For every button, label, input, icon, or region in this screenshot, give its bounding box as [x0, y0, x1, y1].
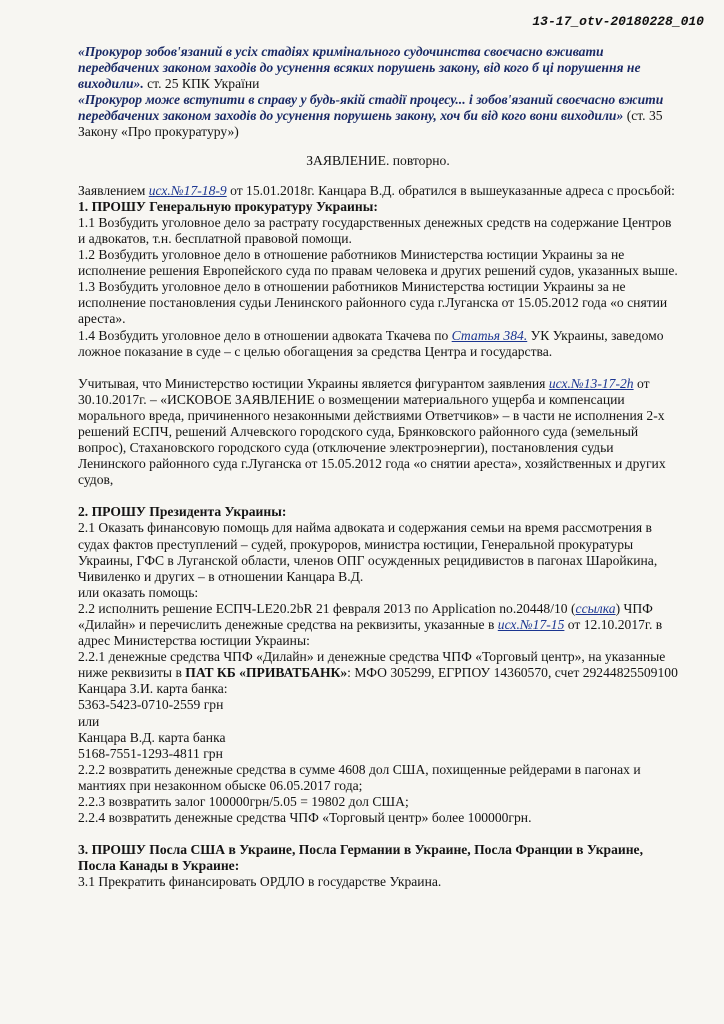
reference-link[interactable]: исх.№17-18-9 — [148, 182, 227, 198]
or-text: или — [78, 713, 100, 729]
quote-text: «Прокурор може вступити в справу у будь-якій стадії процесу... і зобов'язаний своєчасно вжити передбачених законом заходів до усунення порушень закону, хоч би від кого вони виходили» — [78, 92, 664, 124]
epigraph-quote-2 — [78, 92, 678, 140]
item-1-2: 1.2 Возбудить уголовное дело в отношение работников Министерства юстиции Украины за не исполнение решения Европейского суда по правам человека и других решений судов, указанных выше. — [78, 247, 678, 279]
item-2-2: 2.2 исполнить решение ЕСПЧ-LE20.2bR 21 февраля 2013 по Application no.20448/10 (ссылка) ЧПФ «Дилайн» и перечислить денежные средства на реквизиты, указанные в исх.№17-15 от 12.10.2017г. в адрес Министерства юстиции Украины: — [78, 600, 663, 649]
echr-link[interactable]: ссылка — [575, 600, 616, 616]
item-2-2-1: 2.2.1 денежные средства ЧПФ «Дилайн» и денежные средства ЧПФ «Торговый центр», на указанные ниже реквизиты в ПАТ КБ «ПРИВАТБАНК»: МФО 305299, ЕГРПОУ 14360570, счет 29244825509100 — [78, 649, 678, 681]
quote-text: «Прокурор зобов'язаний в усіх стадіях кримінального судочинства своєчасно вживати передбачених законом заходів до усунення всяких порушень закону, від кого б ці порушення не виходили». — [78, 44, 641, 92]
card-1-number: 5363-5423-0710-2559 грн — [78, 697, 224, 713]
quote-source: (ст. 35 Закону «Про прокуратуру») — [78, 108, 663, 140]
item-1-4: 1.4 Возбудить уголовное дело в отношении адвоката Ткачева по Статья 384. УК Украины, заведомо ложное показание в суде – с целью обогащения за средства Центра и государства. — [78, 327, 664, 359]
item-2-1: 2.1 Оказать финансовую помощь для найма адвоката и содержания семьи на время рассмотрения в судах фактов преступлений – судей, прокуроров, министра юстиции, Генеральной прокуратуры Украины, ГФС в Луганской области, членов ОПГ осужденных рецидивистов в пагонах Шаройкина, Чивиленко и других – в отношении Канцара В.Д. — [78, 520, 658, 584]
card-2-owner: Канцара В.Д. карта банка — [78, 729, 226, 745]
document-id: 13-17_otv-20180228_010 — [532, 14, 704, 29]
item-1-1: 1.1 Возбудить уголовное дело за растрату государственных денежных средств на содержание Центров и адвокатов, т.н. бесплатной правовой помощи. — [78, 214, 672, 246]
section-3-heading: 3. ПРОШУ Посла США в Украине, Посла Германии в Украине, Посла Франции в Украине, Посла Канады в Украине: — [78, 842, 643, 874]
item-3-1: 3.1 Прекратить финансировать ОРДЛО в государстве Украина. — [78, 874, 442, 890]
context-paragraph: Учитывая, что Министерство юстиции Украины является фигурантом заявления исх.№13-17-2h от 30.10.2017г. – «ИСКОВОЕ ЗАЯВЛЕНИЕ о возмещении материального ущерба и компенсации морального вреда, причиненного незаконными действиями Ответчиков» – в части не исполнения 2-х решений ЕСПЧ, решений Алчевского городского суда, Брянковского районного суда (земельный вопрос), Стахановского городского суда (отключение электроэнергии), постановления судьи Ленинского районного суда г.Луганска от 15.05.2012 года «о снятии ареста», хозяйственных и других судов, — [78, 375, 666, 488]
reference-link[interactable]: исх.№17-15 — [497, 617, 565, 632]
card-2-number: 5168-7551-1293-4811 грн — [78, 745, 223, 761]
item-2-2-4: 2.2.4 возвратить денежные средства ЧПФ «Торговый центр» более 100000грн. — [78, 810, 532, 826]
article-link[interactable]: Статья 384. — [451, 327, 528, 343]
or-help-text: или оказать помощь: — [78, 584, 199, 600]
epigraph-quote-1 — [78, 44, 678, 92]
card-1-owner: Канцара З.И. карта банка: — [78, 681, 228, 697]
item-2-2-3: 2.2.3 возвратить залог 100000грн/5.05 = 19802 дол США; — [78, 794, 409, 810]
intro-paragraph: Заявлением исх.№17-18-9 от 15.01.2018г. Канцара В.Д. обратился в вышеуказанные адреса с просьбой: — [78, 182, 675, 198]
reference-link[interactable]: исх.№13-17-2h — [548, 375, 634, 391]
item-2-2-2: 2.2.2 возвратить денежные средства в сумме 4608 дол США, похищенные рейдерами в пагонах и мантиях при незаконном обыске 06.05.2017 года; — [78, 761, 641, 793]
section-2-heading: 2. ПРОШУ Президента Украины: — [78, 504, 287, 520]
document-title: ЗАЯВЛЕНИЕ. повторно. — [306, 152, 450, 168]
section-1-heading: 1. ПРОШУ Генеральную прокуратуру Украины: — [78, 198, 378, 214]
item-1-3: 1.3 Возбудить уголовное дело в отношении работников Министерства юстиции Украины за не исполнение постановления судьи Ленинского районного суда г.Луганска от 15.05.2012 года «о снятии ареста». — [78, 279, 668, 327]
quote-source: ст. 25 КПК України — [143, 76, 260, 92]
document-body — [78, 44, 678, 891]
bank-name: ПАТ КБ «ПРИВАТБАНК» — [185, 665, 348, 681]
